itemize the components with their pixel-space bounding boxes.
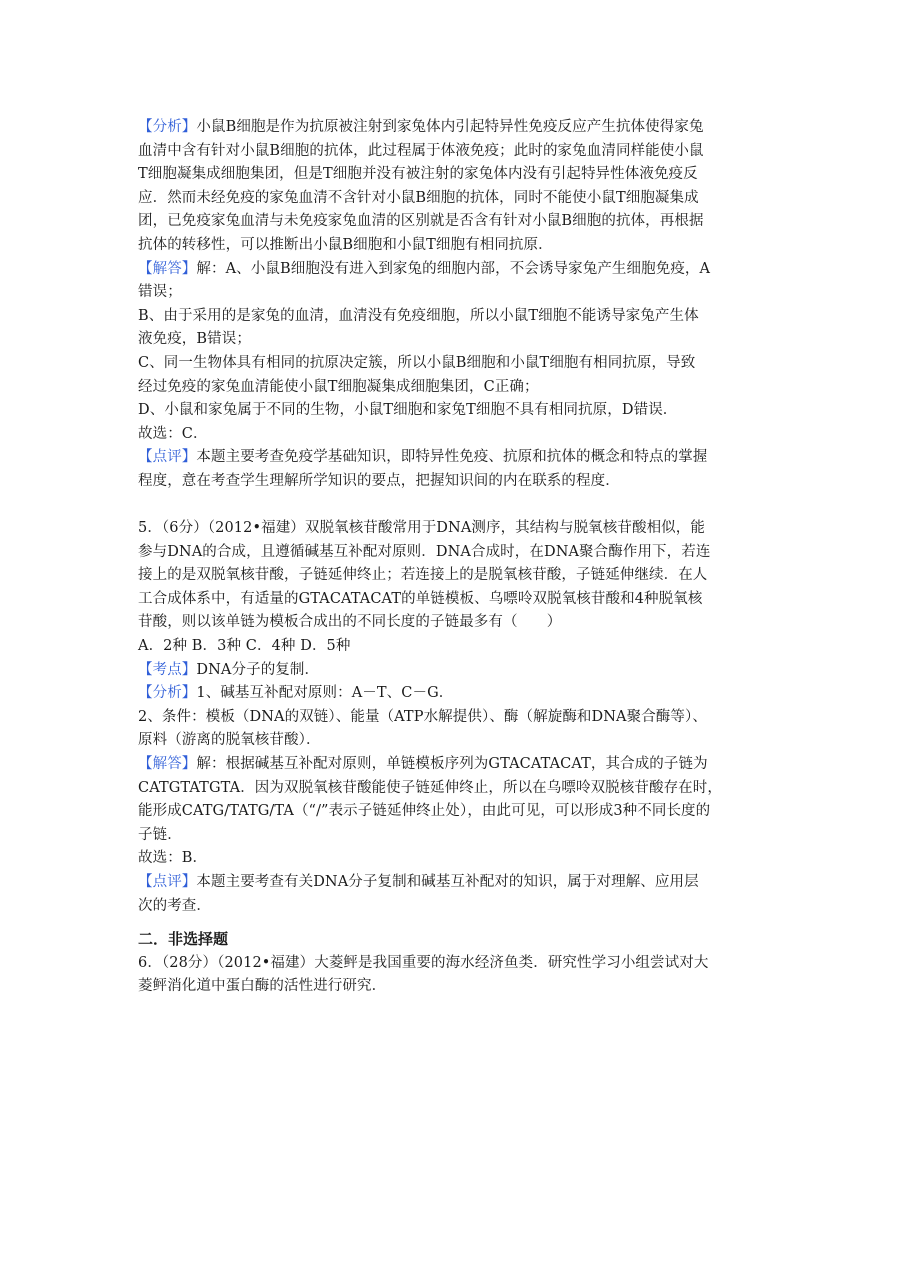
q4-analysis-line: 血清中含有针对小鼠B细胞的抗体，此过程属于体液免疫；此时的家兔血清同样能使小鼠 [138, 142, 704, 159]
q5-answer-line: 【解答】解：根据碱基互补配对原则，单链模板序列为GTACATACAT，其合成的子链为 [138, 756, 708, 773]
q4-analysis-line: 抗体的转移性，可以推断出小鼠B细胞和小鼠T细胞有相同抗原． [138, 236, 553, 253]
answer-tag: 【解答】 [138, 260, 197, 277]
q5-analysis-line: 原料（游离的脱氧核苷酸）． [138, 732, 321, 749]
q4-answer-line: 故选：C． [138, 425, 208, 442]
q5-comment-line: 次的考查． [138, 897, 211, 914]
spacer [138, 918, 788, 928]
document-page [138, 116, 788, 999]
q4-answer-line: 液免疫，B错误； [138, 331, 251, 348]
q4-analysis-line: 【分析】小鼠B细胞是作为抗原被注射到家兔体内引起特异性免疫反应产生抗体使得家兔 [138, 119, 704, 135]
q5-comment-line: 【点评】本题主要考查有关DNA分子复制和碱基互补配对的知识，属于对理解、应用层 [138, 874, 699, 890]
q5-answer-line: 子链． [138, 826, 182, 843]
analysis-tag: 【分析】 [138, 119, 197, 135]
q5-stem-line: 5．（6分）（2012•福建）双脱氧核苷酸常用于DNA测序，其结构与脱氧核苷酸相似，能 [138, 520, 705, 537]
q4-analysis-line: 应．然而未经免疫的家兔血清不含针对小鼠B细胞的抗体，同时不能使小鼠T细胞凝集成 [138, 189, 699, 206]
q4-answer-line: D、小鼠和家兔属于不同的生物，小鼠T细胞和家兔T细胞不具有相同抗原，D错误． [138, 402, 678, 419]
q4-answer-line: 错误； [138, 284, 182, 301]
q4-answer-line: B、由于采用的是家兔的血清，血清没有免疫细胞，所以小鼠T细胞不能诱导家兔产生体 [138, 307, 699, 324]
q4-comment-line: 【点评】本题主要考查免疫学基础知识，即特异性免疫、抗原和抗体的概念和特点的掌握 [138, 449, 708, 466]
q4-analysis-line: 团，已免疫家兔血清与未免疫家兔血清的区别就是否含有针对小鼠B细胞的抗体，再根据 [138, 213, 704, 230]
q5-stem-line: 工合成体系中，有适量的GTACATACAT的单链模板、乌嘌呤双脱氧核苷酸和4种脱氧核 [138, 590, 703, 607]
q5-analysis-line: 2、条件：模板（DNA的双链）、能量（ATP水解提供）、酶（解旋酶和DNA聚合酶等）、 [138, 708, 707, 725]
q6-stem-line: 6．（28分）（2012•福建）大菱鲆是我国重要的海水经济鱼类．研究性学习小组尝试对大 [138, 954, 709, 971]
q5-answer-line: CATGTATGTA．因为双脱氧核苷酸能使子链延伸终止，所以在乌嘌呤双脱核苷酸存在时， [138, 779, 722, 796]
comment-tag: 【点评】 [138, 874, 197, 890]
q4-answer-line: C、同一生物体具有相同的抗原决定簇，所以小鼠B细胞和小鼠T细胞有相同抗原，导致 [138, 354, 696, 371]
q5-answer-line: 故选：B． [138, 850, 208, 867]
q4-comment-line: 程度，意在考查学生理解所学知识的要点，把握知识间的内在联系的程度． [138, 472, 620, 489]
q4-analysis-line: T细胞凝集成细胞集团，但是T细胞并没有被注射的家兔体内没有引起特异性体液免疫反 [138, 166, 698, 183]
q4-answer-line: 经过免疫的家兔血清能使小鼠T细胞凝集成细胞集团，C正确； [138, 378, 539, 395]
q6-stem-line: 菱鲆消化道中蛋白酶的活性进行研究． [138, 978, 387, 995]
q4-answer-line: 【解答】解：A、小鼠B细胞没有进入到家兔的细胞内部，不会诱导家兔产生细胞免疫，A [138, 260, 711, 277]
q5-stem-line: 参与DNA的合成，且遵循碱基互补配对原则．DNA合成时，在DNA聚合酶作用下，若连 [138, 543, 711, 560]
analysis-tag: 【分析】 [138, 685, 197, 702]
kaodian-tag: 【考点】 [138, 661, 197, 678]
q5-answer-line: 能形成CATG/TATG/TA（“/”表示子链延伸终止处），由此可见，可以形成3种不同长度的 [138, 803, 711, 820]
q5-stem-line: 接上的是双脱氧核苷酸，子链延伸终止；若连接上的是脱氧核苷酸，子链延伸继续．在人 [138, 567, 708, 584]
q5-stem-line: 苷酸，则以该单链为模板合成出的不同长度的子链最多有（ ） [138, 614, 562, 631]
q5-options: A．2种 B．3种 C．4种 D．5种 [138, 638, 351, 655]
q5-kaodian-line: 【考点】DNA分子的复制． [138, 661, 320, 678]
spacer [138, 494, 788, 518]
q5-analysis-line: 【分析】1、碱基互补配对原则：A－T、C－G． [138, 685, 454, 702]
answer-tag: 【解答】 [138, 756, 197, 773]
section-title: 二．非选择题 [138, 930, 229, 949]
comment-tag: 【点评】 [138, 449, 197, 466]
